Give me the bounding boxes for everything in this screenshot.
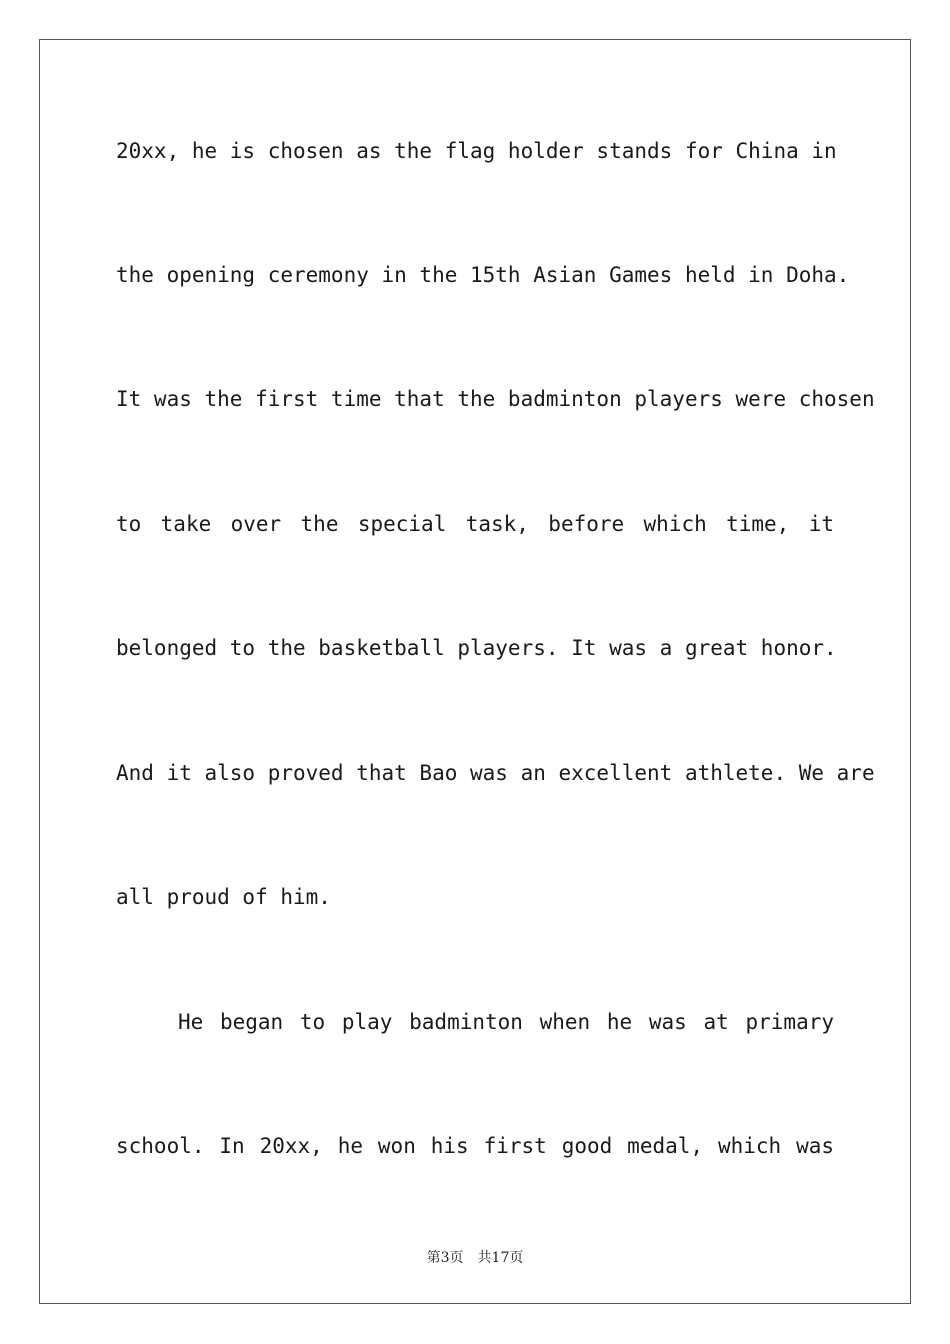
- paragraph-end-line: all proud of him.: [116, 885, 331, 909]
- text-line: It was the first time that the badminton players were chosen: [116, 387, 875, 411]
- text-line: to take over the special task, before which time, it: [116, 512, 834, 536]
- page-number-footer: 第3页 共17页: [426, 1250, 524, 1266]
- page-border: [39, 39, 911, 1304]
- text-line: 20xx, he is chosen as the flag holder stands for China in: [116, 139, 837, 163]
- text-line: school. In 20xx, he won his first good medal, which was: [116, 1134, 834, 1158]
- text-line: belonged to the basketball players. It was a great honor.: [116, 636, 837, 660]
- paragraph-start-line: He began to play badminton when he was at primary: [178, 1010, 834, 1034]
- text-line: the opening ceremony in the 15th Asian Games held in Doha.: [116, 263, 850, 287]
- text-line: And it also proved that Bao was an excellent athlete. We are: [116, 761, 875, 785]
